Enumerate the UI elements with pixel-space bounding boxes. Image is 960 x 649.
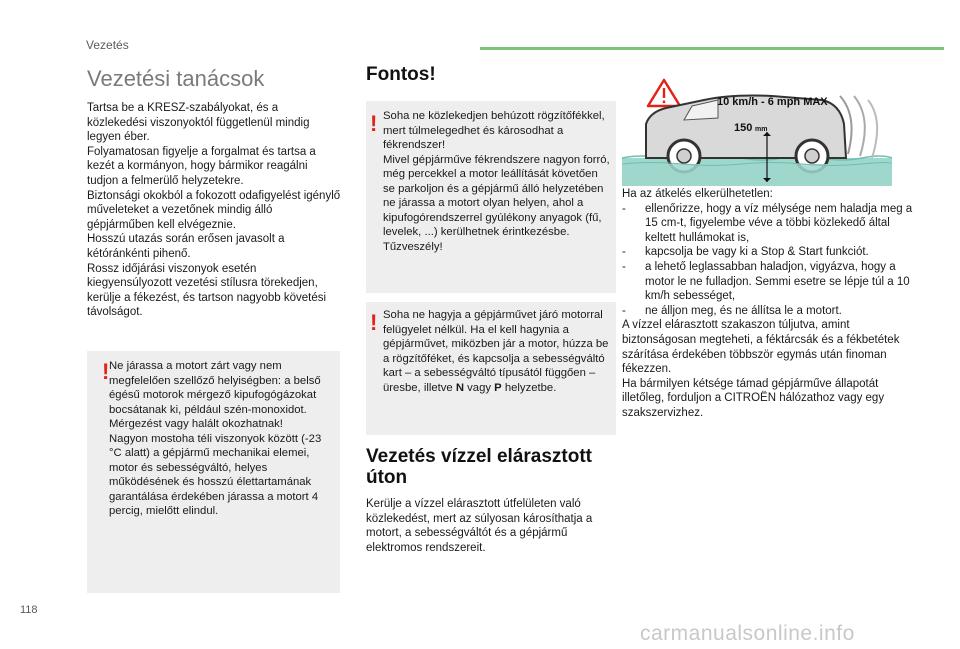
instructions-paragraph: A vízzel elárasztott szakaszon túljutva, amint biztonságosan megteheti, a féktárcsák és a fékbetétek szárítása érdekében többször egymás után finoman fékezzen. xyxy=(622,319,900,376)
warning-paragraph: Ne járassa a motort zárt vagy nem megfelelően szellőző helyiségben: a belső égésű motorok mérgező kipufogógázokat bocsátanak ki, például szén-monoxidot. Mérgezést vagy halált okozhatnak! xyxy=(109,360,321,430)
list-dash: - xyxy=(622,202,626,215)
flooded-road-illustration xyxy=(622,78,892,186)
flooded-road-instructions xyxy=(622,187,918,421)
warning-paragraph: Mivel gépjárműve fékrendszere nagyon forró, még percekkel a motor leállítását követően se parkoljon és a gépjármű álló helyzetében ne járassa a motort olyan helyen, ahol a kipufogórendszerrel gyúlékony anyagok (fű, levelek, ...) kerülhetnek érintkezésbe. Tűzveszély! xyxy=(383,153,610,253)
car-in-water-drawing xyxy=(622,78,892,186)
gear-n-label: N xyxy=(455,381,465,394)
tips-paragraph: Rossz időjárási viszonyok esetén kiegyensúlyozott vezetési stílusra törekedjen, kerülje a fékezést, és tartson nagyobb követési távolságot. xyxy=(87,262,327,319)
unattended-engine-warning-text xyxy=(383,308,611,395)
warning-text-part: Soha ne hagyja a gépjárművet járó motorral felügyelet nélkül. Ha el kell hagynia a gépjárművet, miközben jár a motor, húzza be a rögzítőféket, és kapcsolja a sebességváltó kart – a sebességváltó típusától függően – üresbe, illetve xyxy=(383,309,609,394)
warning-exclamation-icon: ! xyxy=(370,111,378,136)
exhaust-warning-text xyxy=(109,359,335,519)
warning-text-part: vagy xyxy=(464,381,495,394)
warning-triangle-icon xyxy=(648,80,680,106)
list-item-text: kapcsolja be vagy ki a Stop & Start funkciót. xyxy=(645,246,869,259)
driving-tips-title: Vezetési tanácsok xyxy=(87,66,265,91)
parking-brake-warning-text xyxy=(383,109,611,254)
gear-p-label: P xyxy=(494,381,502,394)
flooded-road-title: Vezetés vízzel elárasztott úton xyxy=(366,446,592,488)
depth-unit: mm xyxy=(755,126,768,133)
section-header: Vezetés xyxy=(86,38,129,52)
flooded-road-text: Kerülje a vízzel elárasztott útfelületen való közlekedést, mert az súlyosan károsíthatja a motort, a sebességváltót és a gépjármű elektromos rendszereit. xyxy=(366,498,593,554)
list-item-text: ellenőrizze, hogy a víz mélysége nem haladja meg a 15 cm-t, figyelembe véve a többi közlekedő által keltett hullámokat is, xyxy=(645,202,913,244)
watermark: carmanualsonline.info xyxy=(640,622,855,645)
driving-tips-text xyxy=(87,101,341,320)
warning-paragraph: Soha ne közlekedjen behúzott rögzítőfékkel, mert túlmelegedhet és károsodhat a fékrendszer! xyxy=(383,110,605,151)
unattended-engine-warning-box xyxy=(366,302,616,435)
tips-paragraph: Tartsa be a KRESZ-szabályokat, és a közlekedési viszonyoktól függetlenül mindig legyen éber. xyxy=(87,102,310,144)
tips-paragraph: Folyamatosan figyelje a forgalmat és tartsa a kezét a kormányon, hogy bármikor reagálni tudjon a felmerülő helyzetekre. xyxy=(87,145,316,187)
list-dash: - xyxy=(622,260,626,273)
important-title: Fontos! xyxy=(366,64,436,85)
warning-paragraph: Nagyon mostoha téli viszonyok között (-23 °C alatt) a gépjármű mechanikai elemei, motor és sebességváltó, helyes működésének és hosszú élettartamának garantálása érdekében járassa a motort 4 percig, mielőtt elindul. xyxy=(109,432,322,517)
parking-brake-warning-box xyxy=(366,101,616,293)
list-item xyxy=(622,304,918,319)
exhaust-warning-box xyxy=(87,351,340,593)
list-item-text: ne álljon meg, és ne állítsa le a motort. xyxy=(645,304,842,317)
list-item-text: a lehető leglassabban haladjon, vigyázva, hogy a motor le ne fulladjon. Semmi esetre se lépje túl a 10 km/h sebességet, xyxy=(645,260,910,303)
warning-text-part: helyzetbe. xyxy=(501,381,557,394)
page-number: 118 xyxy=(20,604,38,616)
list-dash: - xyxy=(622,246,626,259)
warning-exclamation-icon: ! xyxy=(102,359,110,384)
instructions-intro: Ha az átkelés elkerülhetetlen: xyxy=(622,188,773,200)
header-accent-bar xyxy=(480,47,944,50)
tips-paragraph: Biztonsági okokból a fokozott odafigyelést igénylő műveleteket a vezetőnek mindig álló gépjárműben kell elvégeznie. xyxy=(87,189,341,231)
list-item xyxy=(622,260,918,304)
tips-paragraph: Hosszú utazás során erősen javasolt a kétóránkénti pihenő. xyxy=(87,233,285,260)
instructions-paragraph: Ha bármilyen kétsége támad gépjárműve állapotát illetőleg, forduljon a CITROËN hálózathoz vagy egy szakszervizhez. xyxy=(622,377,885,419)
warning-exclamation-icon: ! xyxy=(370,310,378,335)
list-dash: - xyxy=(622,304,626,317)
depth-value: 150 xyxy=(734,122,753,134)
list-item xyxy=(622,245,918,260)
list-item xyxy=(622,202,918,246)
speed-limit-label: 10 km/h - 6 mph MAX xyxy=(717,96,828,108)
